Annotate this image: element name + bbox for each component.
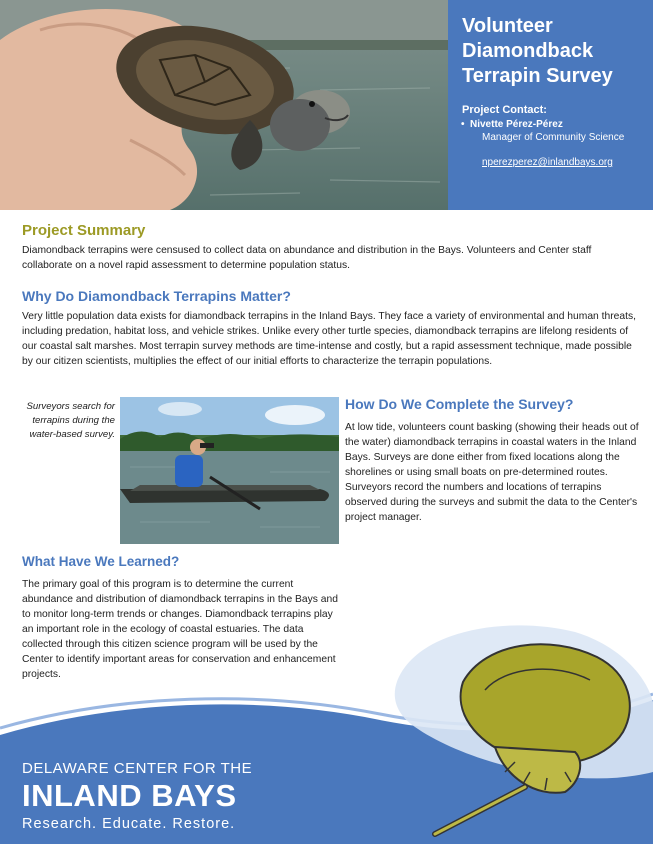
org-name-line2: INLAND BAYS	[22, 778, 237, 813]
title-panel	[448, 0, 653, 210]
how-heading: How Do We Complete the Survey?	[345, 396, 574, 412]
summary-heading: Project Summary	[22, 222, 146, 239]
contact-email-link[interactable]: nperezperez@inlandbays.org	[482, 157, 613, 168]
contact-heading: Project Contact:	[462, 104, 547, 116]
learned-body: The primary goal of this program is to determine the current abundance and distribution of diamondback terrapins in the Bays and to monitor long-term trends or changes. Diamondback terrapins play an important role in the ecology of coastal estuaries. The data collected through this citizen science program will be used by the Center to identify important areas for conservation and enhancement projects.	[22, 579, 338, 680]
contact-role: Manager of Community Science	[482, 132, 625, 143]
why-body: Very little population data exists for diamondback terrapins in the Inland Bays. They face a variety of environmental and human threats, including predation, habitat loss, and vehicle strikes. Unlike every other turtle species, diamondback terrapins are lifelong residents of our coastal salt marshes. Most terrapin survey methods are time-intense and costly, but a rapid assessment technique, made possible by our citizen scientists, multiplies the effect of our initial efforts to characterize the terrapin populations.	[22, 311, 636, 367]
summary-body: Diamondback terrapins were censused to collect data on abundance and distribution in the Bays. Volunteers and Center staff collaborate on a novel rapid assessment to determine population status.	[22, 245, 592, 271]
terrapin-photo-art	[0, 0, 448, 210]
learned-heading: What Have We Learned?	[22, 554, 180, 569]
org-tagline: Research. Educate. Restore.	[22, 816, 236, 832]
horseshoe-crab-art	[375, 612, 653, 844]
page-title: Volunteer Diamondback Terrapin Survey	[462, 15, 613, 87]
contact-name: • Nivette Pérez-Pérez	[470, 119, 563, 130]
org-name-line1: DELAWARE CENTER FOR THE	[22, 760, 253, 777]
how-body: At low tide, volunteers count basking (showing their heads out of the water) diamondback terrapins in coastal waters in the Inland Bays. Surveys are done either from fixed locations along the shorelines or using small boats on pre-determined routes. Surveyors record the numbers and locations of terrapins observed during the surveys and submit the data to the Center's project manager.	[345, 422, 639, 523]
terrapin-photo	[0, 0, 448, 210]
kayak-photo-art	[120, 397, 339, 544]
horseshoe-crab-logo	[375, 612, 653, 844]
photo-caption: Surveyors search for terrapins during the water-based survey.	[26, 401, 115, 440]
why-heading: Why Do Diamondback Terrapins Matter?	[22, 288, 291, 304]
kayak-photo	[120, 397, 339, 544]
